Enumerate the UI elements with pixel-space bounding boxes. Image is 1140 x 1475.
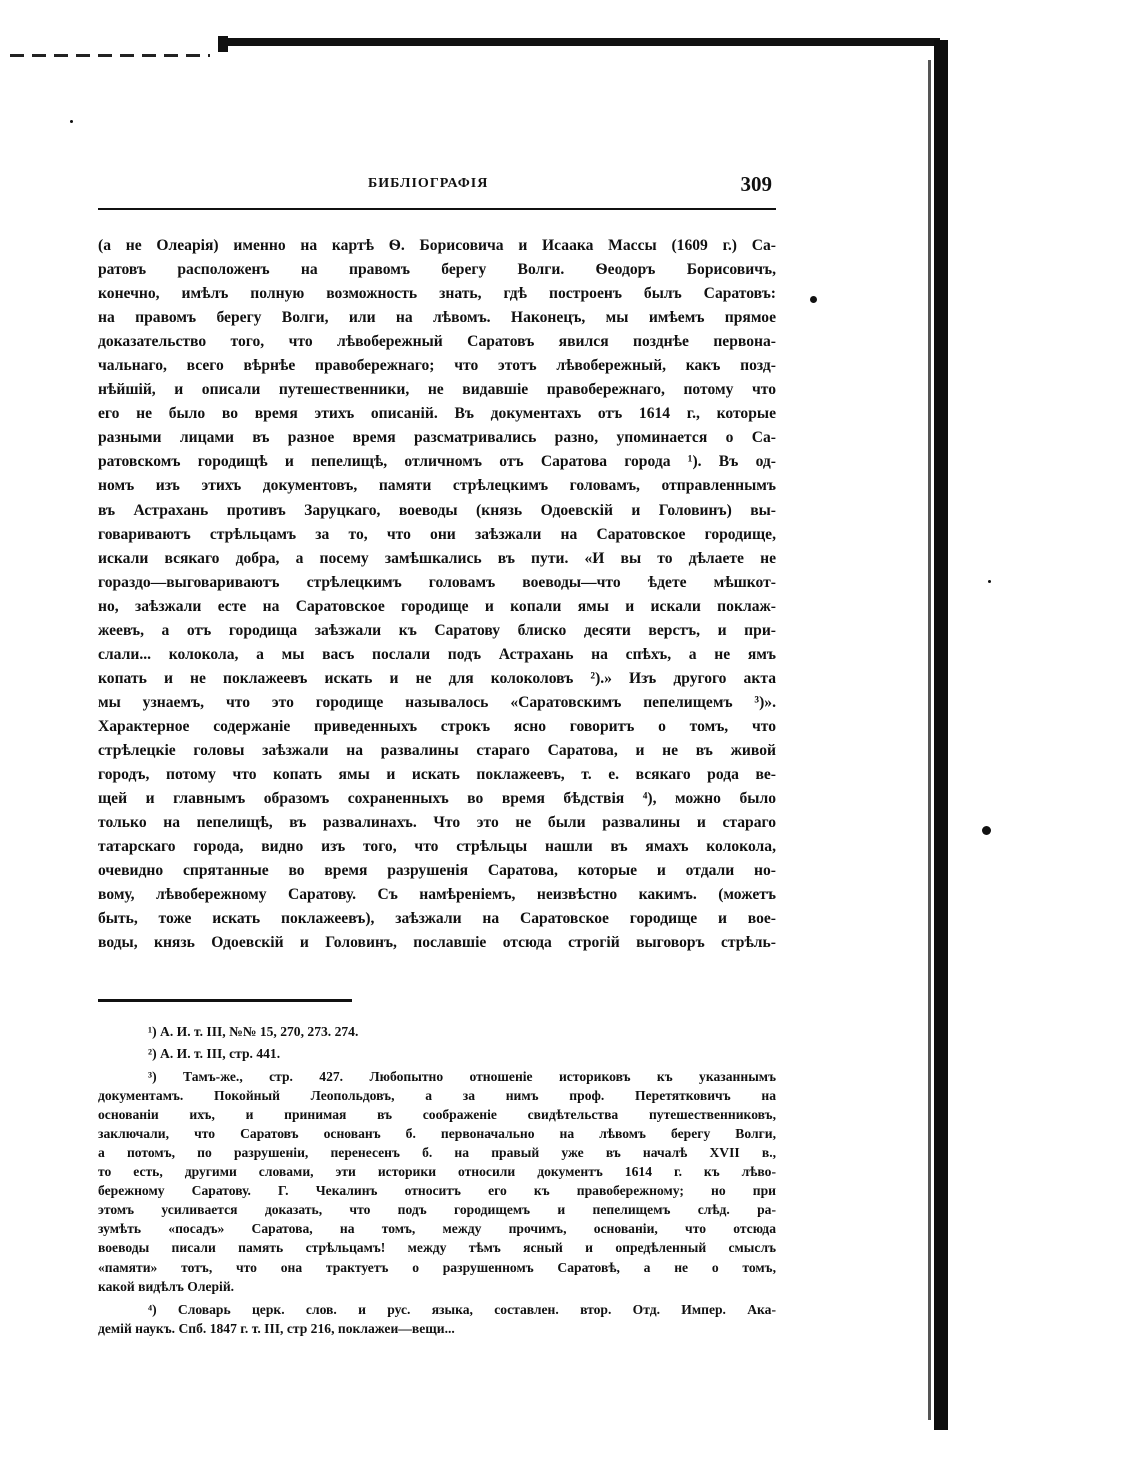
scan-right-shadow [928, 60, 931, 1420]
scan-speck [982, 826, 991, 835]
text-line: только на пепелищѣ, въ развалинахъ. Что это не были развалины и стараго [98, 814, 776, 832]
text-line: говариваютъ стрѣльцамъ за то, что они заѣзжали на Саратовское городище, [98, 525, 776, 543]
footnote-4 [98, 1300, 776, 1338]
footnote-separator [98, 999, 352, 1002]
text-line: номъ изъ этихъ документовъ, памяти стрѣлецкимъ головамъ, отправленнымъ [98, 477, 776, 495]
scan-top-edge [218, 38, 940, 46]
text-line: очевидно спрятанные во время разрушенія Саратова, которые и отдали но- [98, 862, 776, 880]
footnotes [98, 1022, 776, 1338]
text-line: татарскаго города, видно изъ того, что стрѣльцы нашли въ ямахъ колокола, [98, 838, 776, 856]
footnote-3 [98, 1067, 776, 1296]
scan-speck [810, 296, 817, 303]
text-line: на правомъ берегу Волги, или на лѣвомъ. Наконецъ, мы имѣемъ прямое [98, 309, 776, 327]
footnote-line: документамъ. Покойный Леопольдовъ, а за нимъ проф. Перетятковичъ на [98, 1087, 776, 1103]
text-line: но, заѣзжали есте на Саратовское городище и копали ямы и искали поклаж- [98, 597, 776, 615]
text-line: мы узнаемъ, что это городище называлось «Саратовскимъ пепелищемъ ³)». [98, 693, 776, 711]
footnote-line: воеводы писали память стрѣльцамъ! между тѣмъ ясный и опредѣленный смыслъ [98, 1240, 776, 1256]
footnote-line: бережному Саратову. Г. Чекалинъ относитъ его къ правобережному; но при [98, 1183, 776, 1199]
footnote-line: ⁴) Словарь церк. слов. и рус. языка, составлен. втор. Отд. Импер. Ака- [148, 1301, 776, 1317]
text-line: щей и главнымъ образомъ сохраненныхъ во время бѣдствія ⁴), можно было [98, 790, 776, 808]
text-line: его не было во время этихъ описаній. Въ документахъ отъ 1614 г., которые [98, 405, 776, 423]
text-line: ратовскомъ городищѣ и пепелищѣ, отличномъ отъ Саратова города ¹). Въ од- [98, 453, 776, 471]
text-line: доказательство того, что лѣвобережный Саратовъ явился позднѣе первона- [98, 333, 776, 351]
text-line: быть, тоже искать поклажеевъ), заѣзжали на Саратовское городище и вое- [98, 910, 776, 928]
book-page [98, 172, 776, 1338]
text-line: слали... колокола, а мы васъ послали подъ Астрахань на спѣхъ, а не ямъ [98, 645, 776, 663]
text-line: гораздо—выговариваютъ стрѣлецкимъ головамъ воеводы—что ѣдете мѣшкот- [98, 573, 776, 591]
text-line: разными лицами въ разное время разсматривались разно, упоминается о Са- [98, 429, 776, 447]
text-line: нѣйшій, и описали путешественники, не видавшіе правобережнаго, потому что [98, 381, 776, 399]
footnote-2: ²) А. И. т. III, стр. 441. [148, 1045, 281, 1061]
footnote-line: ³) Тамъ-же., стр. 427. Любопытно отношеніе историковъ къ указаннымъ [148, 1068, 776, 1084]
text-line: чальнаго, всего вѣрнѣе правобережнаго; что этотъ лѣвобережный, какъ позд- [98, 357, 776, 375]
scan-speck [70, 120, 73, 123]
page-number: 309 [740, 172, 772, 196]
footnote-line: зумѣть «посадъ» Саратова, на томъ, между прочимъ, основаніи, что отсюда [98, 1221, 776, 1237]
footnote-line: заключали, что Саратовъ основанъ б. первоначально на лѣвомъ берегу Волги, [98, 1125, 776, 1141]
scan-speck [988, 580, 991, 583]
text-line: вому, лѣвобережному Саратову. Съ намѣреніемъ, неизвѣстно какимъ. (можетъ [98, 886, 776, 904]
text-line: въ Астрахань противъ Заруцкаго, воеводы (князь Одоевскій и Головинъ) вы- [98, 501, 776, 519]
text-line: ратовъ расположенъ на правомъ берегу Волги. Ѳеодоръ Борисовичъ, [98, 261, 776, 279]
footnote-line: а потомъ, по разрушеніи, перенесенъ б. на правый уже въ началѣ XVII в., [98, 1144, 776, 1160]
text-line: стрѣлецкіе головы заѣзжали на развалины стараго Саратова, и не въ живой [98, 741, 776, 759]
footnote-line: демій наукъ. Спб. 1847 г. т. III, стр 216, поклажеи—вещи... [98, 1320, 455, 1336]
page-header [98, 172, 776, 210]
text-line: копать и не поклажеевъ искать и не для колоколовъ ²).» Изъ другого акта [98, 669, 776, 687]
text-line: городъ, потому что копать ямы и искать поклажеевъ, т. е. всякаго рода ве- [98, 766, 776, 784]
scan-top-left-edge [10, 54, 210, 57]
footnote-line: то есть, другими словами, эти историки относили документъ 1614 г. къ лѣво- [98, 1164, 776, 1180]
scan-right-edge [934, 40, 948, 1430]
scan-notch [218, 36, 228, 52]
footnote-line: какой видѣлъ Олерій. [98, 1278, 235, 1294]
text-line: жеевъ, а отъ городища заѣзжали къ Саратову блиско десяти верстъ, и при- [98, 621, 776, 639]
text-line: Характерное содержаніе приведенныхъ строкъ ясно говоритъ о томъ, что [98, 717, 776, 735]
running-title: БИБЛІОГРАФІЯ [368, 176, 489, 191]
footnote-line: этомъ усиливается доказать, что подъ городищемъ и пепелищемъ слѣд. ра- [98, 1202, 776, 1218]
text-line: искали всякаго добра, а посему замѣшкались въ пути. «И вы то дѣлаете не [98, 549, 776, 567]
footnote-line: основаніи ихъ, и принимая въ соображеніе свидѣтельства путешественниковъ, [98, 1106, 776, 1122]
footnote-1: ¹) А. И. т. III, №№ 15, 270, 273. 274. [148, 1024, 359, 1040]
main-text [98, 234, 776, 955]
footnote-line: «памяти» тотъ, что она трактуетъ о разрушенномъ Саратовѣ, а не о томъ, [98, 1259, 776, 1275]
text-line: (а не Олеарія) именно на картѣ Ѳ. Борисовича и Исаака Массы (1609 г.) Са- [98, 237, 776, 254]
text-line: конечно, имѣлъ полную возможность знать, гдѣ построенъ былъ Саратовъ: [98, 285, 776, 303]
text-line: воды, князь Одоевскій и Головинъ, пославшіе отсюда строгій выговоръ стрѣль- [98, 934, 776, 952]
